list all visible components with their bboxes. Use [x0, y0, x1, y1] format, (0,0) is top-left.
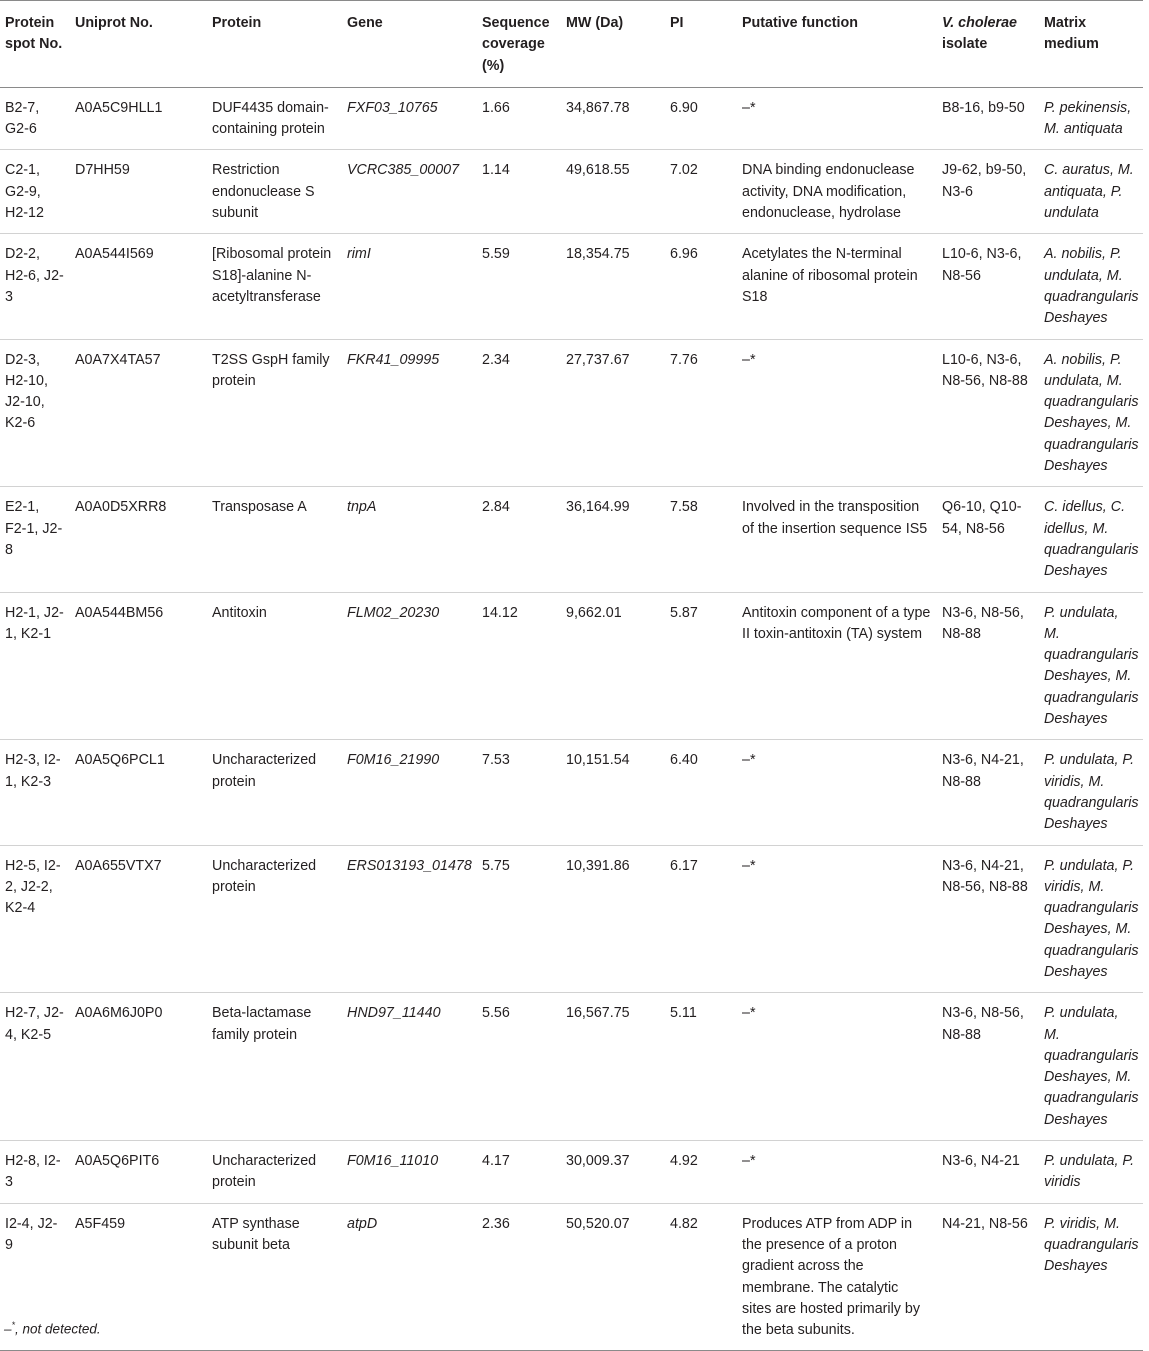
cell-function: –* [742, 1005, 756, 1022]
footnote-text: , not detected. [15, 1321, 101, 1337]
cell-uniprot: A0A655VTX7 [75, 857, 162, 874]
cell-spot: H2-5, I2-2, J2-2, K2-4 [5, 857, 61, 917]
cell-protein: DUF4435 domain-containing protein [212, 99, 329, 138]
header-pi: PI [670, 15, 684, 31]
cell-coverage: 5.59 [482, 246, 510, 263]
cell-mw: 50,520.07 [566, 1215, 630, 1232]
table-row [0, 845, 1143, 993]
table-row [0, 1203, 1143, 1351]
cell-mw: 36,164.99 [566, 499, 630, 516]
cell-spot: E2-1, F2-1, J2-8 [5, 499, 63, 558]
table-footnote [4, 1320, 101, 1337]
cell-coverage: 1.66 [482, 99, 510, 116]
cell-medium: P. pekinensis, M. antiquata [1044, 99, 1132, 138]
table-row [0, 1141, 1143, 1204]
table-row [0, 487, 1143, 592]
cell-mw: 27,737.67 [566, 351, 630, 368]
cell-coverage: 7.53 [482, 752, 510, 769]
table-row [0, 740, 1143, 845]
cell-pi: 6.90 [670, 99, 698, 116]
cell-uniprot: A0A544BM56 [75, 604, 164, 621]
cell-function: –* [742, 1153, 756, 1170]
cell-spot: I2-4, J2-9 [5, 1215, 58, 1253]
cell-protein: [Ribosomal protein S18]-alanine N-acetyltransferase [212, 246, 332, 305]
cell-medium: A. nobilis, P. undulata, M. quadrangularis Deshayes [1044, 246, 1139, 327]
cell-function: DNA binding endonuclease activity, DNA modification, endonuclease, hydrolase [742, 162, 915, 222]
cell-medium: C. auratus, M. antiquata, P. undulata [1044, 162, 1134, 222]
table-header-row [0, 1, 1143, 88]
cell-gene: F0M16_21990 [347, 752, 440, 769]
cell-function: –* [742, 857, 756, 874]
cell-coverage: 14.12 [482, 604, 518, 621]
table-row [0, 339, 1143, 487]
cell-coverage: 2.84 [482, 499, 510, 516]
cell-medium: P. undulata, P. viridis, M. quadrangularis Deshayes [1044, 752, 1139, 833]
footnote-symbol: – [4, 1321, 12, 1337]
cell-protein: Transposase A [212, 499, 307, 516]
cell-protein: Restriction endonuclease S subunit [212, 162, 315, 222]
cell-coverage: 2.36 [482, 1215, 510, 1232]
cell-pi: 6.96 [670, 246, 698, 263]
cell-function: –* [742, 99, 756, 116]
header-mw: MW (Da) [566, 15, 624, 31]
cell-medium: P. undulata, P. viridis, M. quadrangularis Deshayes, M. quadrangularis Deshayes [1044, 857, 1139, 980]
header-function: Putative function [742, 15, 858, 31]
cell-pi: 7.76 [670, 351, 698, 368]
cell-function: Antitoxin component of a type II toxin-antitoxin (TA) system [742, 604, 931, 642]
header-medium: Matrix medium [1044, 15, 1099, 53]
cell-isolate: N4-21, N8-56 [942, 1215, 1028, 1232]
cell-gene: FKR41_09995 [347, 351, 440, 368]
cell-isolate: J9-62, b9-50, N3-6 [942, 162, 1027, 200]
cell-coverage: 5.75 [482, 857, 510, 874]
cell-medium: P. undulata, M. quadrangularis Deshayes, M. quadrangularis Deshayes [1044, 604, 1139, 728]
cell-spot: D2-3, H2-10, J2-10, K2-6 [5, 351, 48, 432]
cell-gene: VCRC385_00007 [347, 162, 460, 179]
cell-mw: 16,567.75 [566, 1005, 630, 1022]
cell-protein: T2SS GspH family protein [212, 351, 330, 389]
cell-isolate: N3-6, N4-21 [942, 1153, 1020, 1170]
cell-pi: 6.40 [670, 752, 698, 769]
cell-isolate: Q6-10, Q10-54, N8-56 [942, 499, 1022, 537]
header-isolate [937, 1, 1039, 88]
cell-spot: H2-7, J2-4, K2-5 [5, 1005, 64, 1043]
cell-coverage: 2.34 [482, 351, 510, 368]
cell-mw: 9,662.01 [566, 604, 622, 621]
table-row [0, 87, 1143, 150]
cell-medium: P. viridis, M. quadrangularis Deshayes [1044, 1215, 1139, 1275]
cell-function: Involved in the transposition of the insertion sequence IS5 [742, 499, 928, 537]
cell-medium: A. nobilis, P. undulata, M. quadrangularis Deshayes, M. quadrangularis Deshayes [1044, 351, 1139, 475]
cell-pi: 5.87 [670, 604, 698, 621]
header-coverage: Sequence coverage (%) [482, 15, 550, 74]
cell-pi: 5.11 [670, 1005, 697, 1022]
cell-isolate: L10-6, N3-6, N8-56, N8-88 [942, 351, 1028, 389]
cell-gene: tnpA [347, 499, 377, 516]
cell-protein: Uncharacterized protein [212, 752, 317, 790]
header-isolate-label: isolate [942, 36, 988, 53]
cell-function: –* [742, 752, 756, 769]
cell-coverage: 4.17 [482, 1153, 510, 1170]
cell-gene: F0M16_11010 [347, 1153, 439, 1170]
cell-spot: B2-7, G2-6 [5, 99, 40, 138]
cell-spot: D2-2, H2-6, J2-3 [5, 246, 64, 305]
cell-function: –* [742, 351, 756, 368]
header-uniprot: Uniprot No. [75, 15, 153, 31]
cell-coverage: 1.14 [482, 162, 510, 179]
cell-gene: FLM02_20230 [347, 604, 440, 621]
cell-uniprot: A5F459 [75, 1215, 126, 1232]
cell-mw: 49,618.55 [566, 162, 630, 179]
cell-isolate: B8-16, b9-50 [942, 99, 1025, 116]
cell-uniprot: A0A5Q6PIT6 [75, 1153, 160, 1170]
cell-spot: H2-8, I2-3 [5, 1153, 61, 1191]
cell-gene: ERS013193_01478 [347, 857, 472, 874]
cell-protein: ATP synthase subunit beta [212, 1215, 300, 1253]
cell-spot: H2-3, I2-1, K2-3 [5, 752, 61, 790]
cell-medium: P. undulata, P. viridis [1044, 1153, 1135, 1191]
table-row [0, 993, 1143, 1141]
cell-gene: FXF03_10765 [347, 99, 438, 116]
cell-pi: 6.17 [670, 857, 698, 874]
footnote-sup: * [11, 1320, 16, 1330]
cell-function: Produces ATP from ADP in the presence of a proton gradient across the membrane. The catalytic sites are hosted primarily by the beta subunits. [742, 1215, 920, 1339]
cell-mw: 30,009.37 [566, 1153, 630, 1170]
cell-protein: Uncharacterized protein [212, 1153, 317, 1191]
cell-uniprot: A0A6M6J0P0 [75, 1005, 163, 1022]
cell-spot: C2-1, G2-9, H2-12 [5, 162, 44, 222]
cell-uniprot: A0A7X4TA57 [75, 351, 161, 368]
cell-uniprot: A0A5Q6PCL1 [75, 752, 165, 769]
cell-pi: 7.58 [670, 499, 698, 516]
cell-protein: Antitoxin [212, 604, 267, 621]
cell-isolate: N3-6, N4-21, N8-88 [942, 752, 1024, 790]
table-row [0, 150, 1143, 234]
cell-isolate: L10-6, N3-6, N8-56 [942, 246, 1022, 284]
cell-coverage: 5.56 [482, 1005, 510, 1022]
header-spot: Protein spot No. [5, 15, 63, 53]
cell-pi: 4.82 [670, 1215, 698, 1232]
table-row [0, 592, 1143, 740]
cell-spot: H2-1, J2-1, K2-1 [5, 604, 64, 642]
cell-mw: 10,391.86 [566, 857, 630, 874]
cell-pi: 7.02 [670, 162, 698, 179]
cell-isolate: N3-6, N8-56, N8-88 [942, 1005, 1024, 1043]
cell-protein: Uncharacterized protein [212, 857, 317, 895]
cell-mw: 18,354.75 [566, 246, 630, 263]
cell-gene: atpD [347, 1215, 378, 1232]
table-body [0, 87, 1143, 1351]
cell-isolate: N3-6, N8-56, N8-88 [942, 604, 1024, 642]
header-protein: Protein [212, 15, 262, 31]
cell-gene: HND97_11440 [347, 1005, 441, 1022]
header-gene: Gene [347, 15, 383, 31]
cell-uniprot: D7HH59 [75, 162, 130, 179]
cell-mw: 34,867.78 [566, 99, 630, 116]
cell-medium: P. undulata, M. quadrangularis Deshayes, M. quadrangularis Deshayes [1044, 1005, 1139, 1128]
cell-gene: rimI [347, 246, 371, 263]
cell-medium: C. idellus, C. idellus, M. quadrangularis Deshayes [1044, 499, 1139, 580]
header-isolate-species: V. cholerae [942, 15, 1017, 31]
cell-mw: 10,151.54 [566, 752, 630, 769]
cell-protein: Beta-lactamase family protein [212, 1005, 312, 1043]
table-row [0, 234, 1143, 339]
cell-uniprot: A0A544I569 [75, 246, 154, 263]
cell-uniprot: A0A5C9HLL1 [75, 99, 163, 116]
cell-isolate: N3-6, N4-21, N8-56, N8-88 [942, 857, 1028, 895]
cell-uniprot: A0A0D5XRR8 [75, 499, 167, 516]
cell-function: Acetylates the N-terminal alanine of ribosomal protein S18 [742, 246, 918, 305]
cell-pi: 4.92 [670, 1153, 698, 1170]
